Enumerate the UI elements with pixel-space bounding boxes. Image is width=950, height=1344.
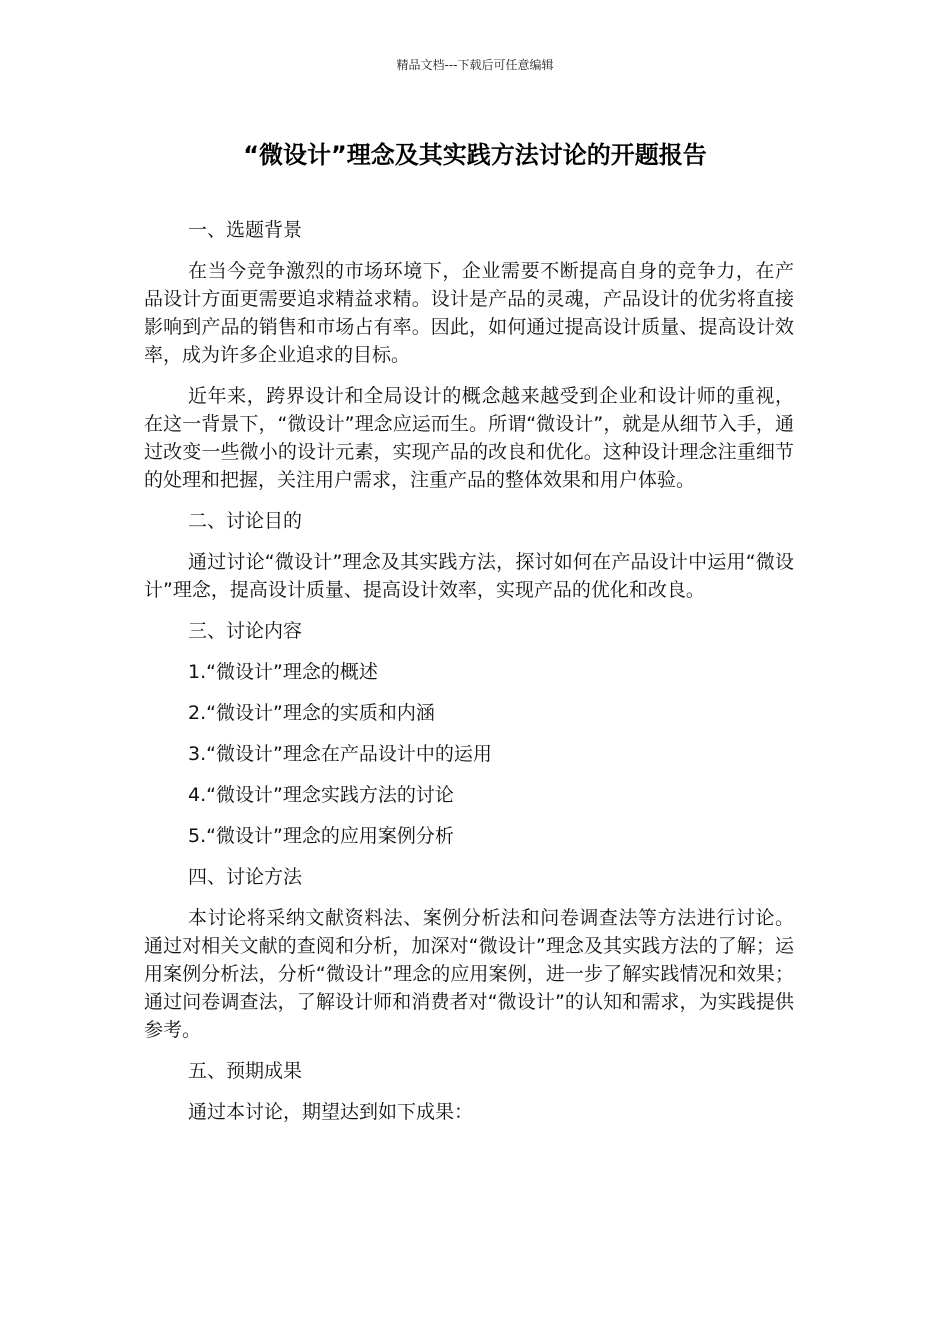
paragraph-purpose: 通过讨论“微设计”理念及其实践方法，探讨如何在产品设计中运用“微设计”理念，提高设计质量、提高设计效率，实现产品的优化和改良。 [144,551,794,601]
paragraph-methods: 本讨论将采纳文献资料法、案例分析法和问卷调查法等方法进行讨论。通过对相关文献的查阅和分析，加深对“微设计”理念及其实践方法的了解；运用案例分析法，分析“微设计”理念的应用案例，进一步了解实践情况和效果；通过问卷调查法，了解设计师和消费者对“微设计”的认知和需求，为实践提供参考。 [144,907,794,1041]
paragraph-background-1: 在当今竞争激烈的市场环境下，企业需要不断提高自身的竞争力，在产品设计方面更需要追求精益求精。设计是产品的灵魂，产品设计的优劣将直接影响到产品的销售和市场占有率。因此，如何通过提高设计质量、提高设计效率，成为许多企业追求的目标。 [144,260,794,366]
content-list-item: 3.“微设计”理念在产品设计中的运用 [188,743,492,765]
section-heading-methods: 四、讨论方法 [188,866,303,888]
content-list-item: 2.“微设计”理念的实质和内涵 [188,702,435,724]
content-list-item: 1.“微设计”理念的概述 [188,661,378,683]
paragraph-background-2: 近年来，跨界设计和全局设计的概念越来越受到企业和设计师的重视，在这一背景下，“微设计”理念应运而生。所谓“微设计”，就是从细节入手，通过改变一些微小的设计元素，实现产品的改良和优化。这种设计理念注重细节的处理和把握，关注用户需求，注重产品的整体效果和用户体验。 [144,385,794,491]
section-heading-results: 五、预期成果 [188,1060,303,1082]
content-list-item: 5.“微设计”理念的应用案例分析 [188,825,454,847]
page-header-watermark: 精品文档---下载后可任意编辑 [396,58,554,72]
document-title: “微设计”理念及其实践方法讨论的开题报告 [243,141,707,169]
section-heading-purpose: 二、讨论目的 [188,510,303,532]
document-body [144,216,794,1139]
content-list-item: 4.“微设计”理念实践方法的讨论 [188,784,454,806]
section-heading-background: 一、选题背景 [188,219,303,241]
section-heading-content: 三、讨论内容 [188,620,303,642]
paragraph-results-lead: 通过本讨论，期望达到如下成果： [188,1101,474,1123]
